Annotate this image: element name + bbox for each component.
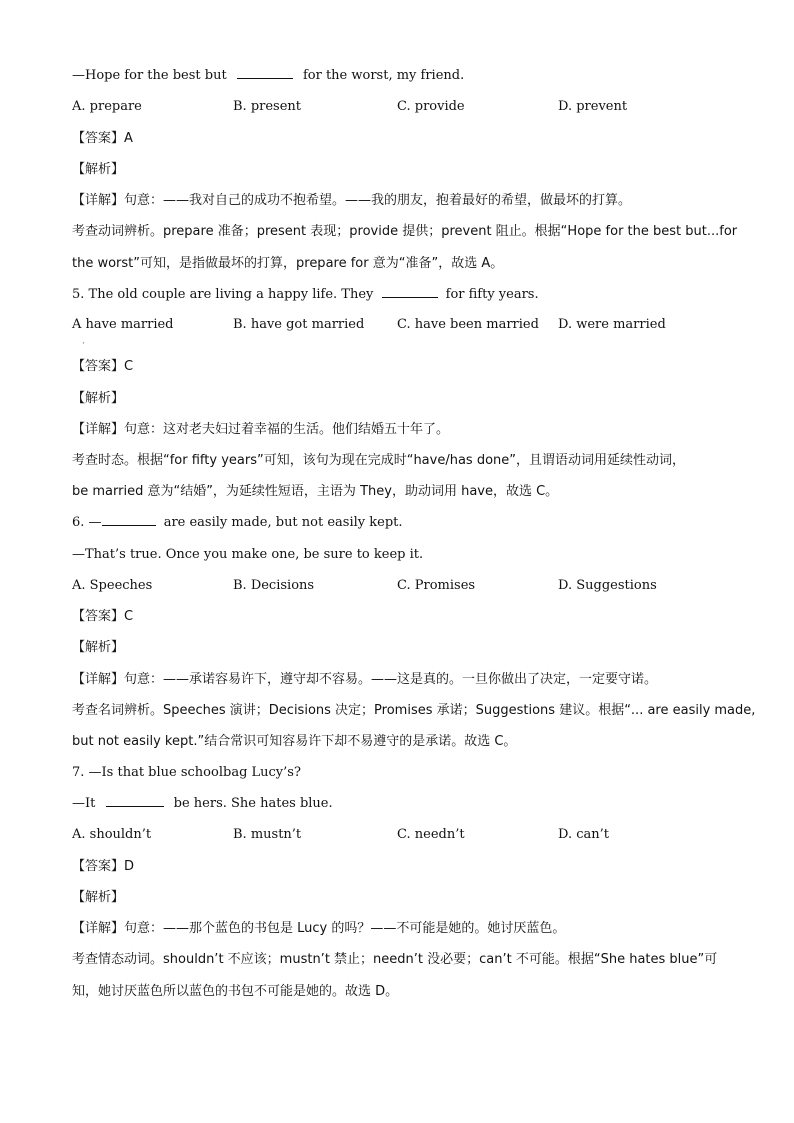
q5-option-c: C. have been married xyxy=(397,317,539,332)
q5-stem xyxy=(72,286,539,304)
stray-dot: · xyxy=(82,339,85,349)
q6-detail: 【详解】句意：——承诺容易许下，遵守却不容易。——这是真的。一旦你做出了决定，一定要守诺。 xyxy=(72,672,658,687)
q6-blank xyxy=(102,514,156,526)
q6-stem-pre: 6. — xyxy=(72,515,102,530)
q7-reply-pre: —It xyxy=(72,796,96,811)
q5-answer: 【答案】C xyxy=(72,359,134,374)
q4-stem-post: for the worst, my friend. xyxy=(302,68,465,83)
q7-explanation-line1: 考查情态动词。shouldn’t 不应该；mustn’t 禁止；needn’t 没必要；can’t 不可能。根据“She hates blue”可 xyxy=(72,952,718,967)
q4-analysis-heading: 【解析】 xyxy=(72,162,125,177)
q6-option-d: D. Suggestions xyxy=(558,578,657,593)
q7-reply-post: be hers. She hates blue. xyxy=(173,796,333,811)
q4-blank xyxy=(237,67,293,79)
q7-explanation-line2: 知，她讨厌蓝色所以蓝色的书包不可能是她的。故选 D。 xyxy=(72,984,399,999)
q4-explanation-line1: 考查动词辨析。prepare 准备；present 表现；provide 提供；prevent 阻止。根据“Hope for the best but...for xyxy=(72,224,738,239)
q7-option-a: A. shouldn’t xyxy=(72,827,152,842)
q4-answer: 【答案】A xyxy=(72,131,133,146)
q6-option-a: A. Speeches xyxy=(72,578,153,593)
q7-detail: 【详解】句意：——那个蓝色的书包是 Lucy 的吗？——不可能是她的。她讨厌蓝色。 xyxy=(72,921,566,936)
q5-explanation-line2: be married 意为“结婚”，为延续性短语，主语为 They，助动词用 have，故选 C。 xyxy=(72,484,559,499)
q7-stem: 7. —Is that blue schoolbag Lucy’s? xyxy=(72,765,301,780)
q5-option-d: D. were married xyxy=(558,317,666,332)
q7-option-b: B. mustn’t xyxy=(233,827,302,842)
q5-analysis-heading: 【解析】 xyxy=(72,391,125,406)
q6-explanation-line1: 考查名词辨析。Speeches 演讲；Decisions 决定；Promises 承诺；Suggestions 建议。根据“... are easily made, xyxy=(72,703,756,718)
q6-answer: 【答案】C xyxy=(72,609,134,624)
q4-detail: 【详解】句意：——我对自己的成功不抱希望。——我的朋友，抱着最好的希望，做最坏的打算。 xyxy=(72,193,632,208)
q5-detail: 【详解】句意：这对老夫妇过着幸福的生活。他们结婚五十年了。 xyxy=(72,422,450,437)
q6-stem xyxy=(72,514,403,532)
q7-answer: 【答案】D xyxy=(72,859,135,874)
q5-explanation-line1: 考查时态。根据“for fifty years”可知，该句为现在完成时“have/has done”，且谓语动词用延续性动词， xyxy=(72,453,686,468)
q7-option-c: C. needn’t xyxy=(397,827,465,842)
q4-option-b: B. present xyxy=(233,99,302,114)
q4-option-a: A. prepare xyxy=(72,99,142,114)
q6-option-c: C. Promises xyxy=(397,578,476,593)
q6-explanation-line2: but not easily kept.”结合常识可知容易许下却不易遵守的是承诺。故选 C。 xyxy=(72,734,517,749)
q4-explanation-line2: the worst”可知，是指做最坏的打算，prepare for 意为“准备”，故选 A。 xyxy=(72,256,504,271)
q4-stem xyxy=(72,67,464,85)
q7-blank xyxy=(106,795,164,807)
q7-analysis-heading: 【解析】 xyxy=(72,890,125,905)
q6-option-b: B. Decisions xyxy=(233,578,315,593)
q7-option-d: D. can’t xyxy=(558,827,609,842)
q4-stem-pre: —Hope for the best but xyxy=(72,68,227,83)
q5-stem-post: for fifty years. xyxy=(445,287,539,302)
q5-option-a: A have married xyxy=(72,317,174,332)
q4-option-c: C. provide xyxy=(397,99,465,114)
q5-blank xyxy=(382,286,438,298)
q6-stem-post: are easily made, but not easily kept. xyxy=(163,515,403,530)
q4-option-d: D. prevent xyxy=(558,99,628,114)
q5-stem-pre: 5. The old couple are living a happy life. They xyxy=(72,287,374,302)
q5-option-b: B. have got married xyxy=(233,317,365,332)
q6-analysis-heading: 【解析】 xyxy=(72,640,125,655)
q6-reply: —That’s true. Once you make one, be sure to keep it. xyxy=(72,547,424,562)
q7-reply xyxy=(72,795,333,813)
